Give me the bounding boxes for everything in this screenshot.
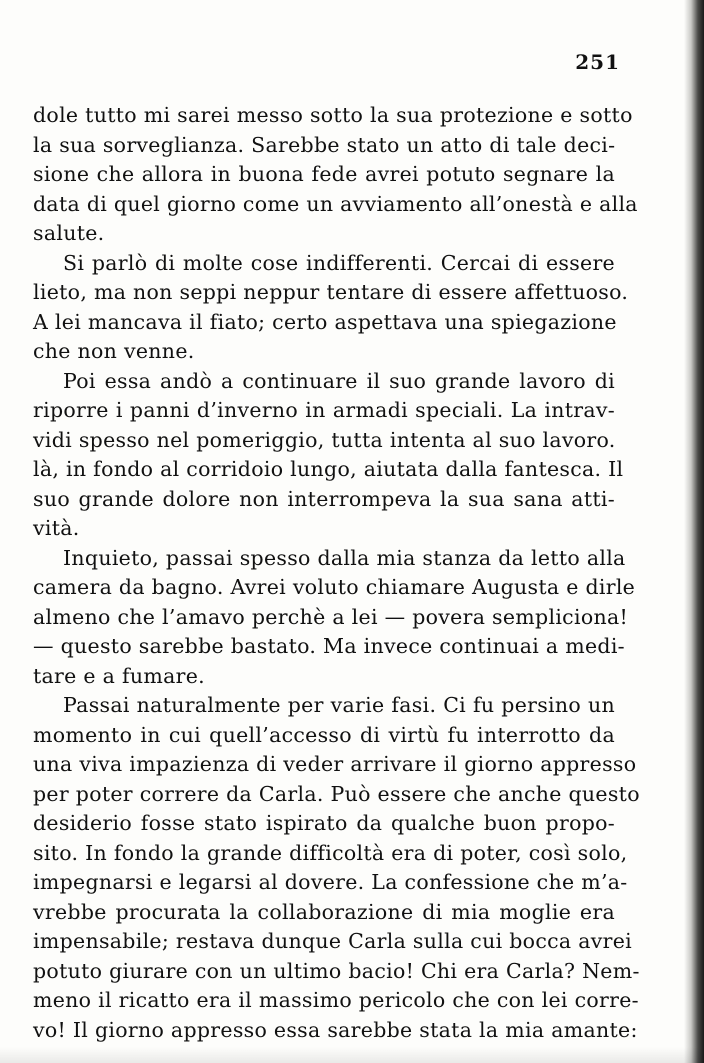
text-line: Passai naturalmente per varie fasi. Ci fu persino un	[63, 693, 615, 717]
text-line: meno il ricatto era il massimo pericolo che con lei corre-	[33, 988, 639, 1012]
text-line: Poi essa andò a continuare il suo grande lavoro di	[63, 368, 615, 393]
text-line: là, in fondo al corridoio lungo, aiutata dalla fantesca. Il	[33, 457, 624, 481]
text-line: data di quel giorno come un avviamento all’onestà e alla	[33, 191, 638, 216]
text-line: Inquieto, passai spesso dalla mia stanza da letto alla	[63, 545, 626, 570]
page-number: 251	[575, 50, 620, 74]
body-text	[33, 101, 640, 1045]
text-line: almeno che l’amavo perchè a lei — povera sempliciona!	[33, 604, 629, 629]
text-line: — questo sarebbe bastato. Ma invece continuai a medi-	[33, 634, 625, 658]
text-line: camera da bagno. Avrei voluto chiamare Augusta e dirle	[33, 575, 636, 599]
paragraph	[33, 101, 638, 249]
text-line: per poter correre da Carla. Può essere che anche questo	[33, 781, 640, 806]
text-line: momento in cui quell’accesso di virtù fu interrotto da	[33, 722, 615, 747]
paragraph	[33, 691, 640, 1045]
text-line: Si parlò di molte cose indifferenti. Cercai di essere	[63, 250, 615, 275]
text-line: la sua sorveglianza. Sarebbe stato un atto di tale deci-	[33, 132, 616, 157]
text-line: salute.	[33, 221, 105, 245]
text-line: tare e a fumare.	[33, 663, 205, 688]
text-line: potuto giurare con un ultimo bacio! Chi era Carla? Nem-	[33, 958, 640, 983]
page-bottom-shadow	[0, 1047, 704, 1063]
text-line: A lei mancava il fiato; certo aspettava una spiegazione	[33, 309, 617, 334]
text-line: impegnarsi e legarsi al dovere. La confessione che m’a-	[33, 870, 628, 894]
paragraph	[33, 367, 624, 544]
text-line: sito. In fondo la grande difficoltà era di poter, così solo,	[33, 840, 628, 865]
text-line: desiderio fosse stato ispirato da qualche buon propo-	[33, 811, 615, 835]
text-line: dole tutto mi sarei messo sotto la sua protezione e sotto	[33, 103, 633, 127]
text-line: vrebbe procurata la collaborazione di mia moglie era	[33, 899, 615, 924]
text-line: sione che allora in buona fede avrei potuto segnare la	[33, 162, 615, 186]
text-line: che non venne.	[33, 339, 195, 363]
text-line: vo! Il giorno appresso essa sarebbe stata la mia amante:	[33, 1017, 638, 1042]
text-line: una viva impazienza di veder arrivare il giorno appresso	[33, 752, 637, 776]
paragraph	[33, 544, 636, 692]
text-line: vità.	[33, 516, 80, 540]
text-line: suo grande dolore non interrompeva la sua sana atti-	[33, 486, 615, 511]
text-line: vidi spesso nel pomeriggio, tutta intenta al suo lavoro.	[33, 427, 616, 452]
book-spine-shadow	[684, 0, 704, 1063]
text-line: riporre i panni d’inverno in armadi speciali. La intrav-	[33, 398, 615, 422]
text-line: lieto, ma non seppi neppur tentare di essere affettuoso.	[33, 280, 629, 304]
paragraph	[33, 249, 629, 367]
text-line: impensabile; restava dunque Carla sulla cui bocca avrei	[33, 929, 633, 953]
